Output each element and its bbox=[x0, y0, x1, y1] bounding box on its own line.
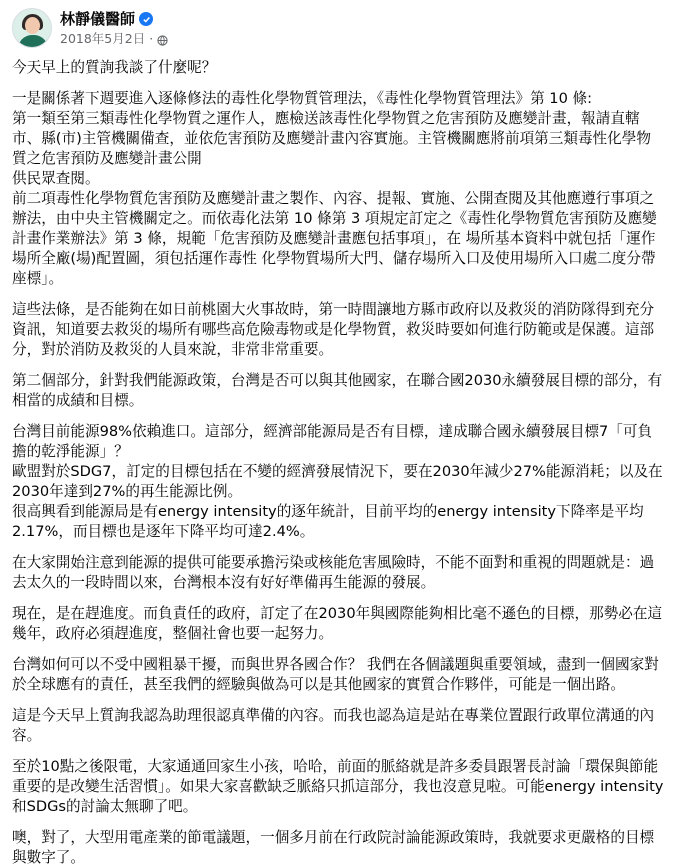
post-paragraph: 第二個部分，針對我們能源政策，台灣是否可以與其他國家，在聯合國2030永續發展目標的部分，有相當的成績和目標。 bbox=[12, 372, 663, 409]
post-date[interactable]: 2018年5月2日 bbox=[60, 30, 146, 46]
post-paragraph: 現在，是在趕進度。而負責任的政府，訂定了在2030年與國際能夠相比毫不遜色的目標，那勢必在這幾年，政府必須趕進度，整個社會也要一起努力。 bbox=[12, 605, 663, 642]
post-paragraph: 這是今天早上質詢我認為助理很認真準備的內容。而我也認為這是站在專業位置跟行政單位溝通的內容。 bbox=[12, 707, 655, 744]
post-paragraph: 台灣目前能源98%依賴進口。這部分，經濟部能源局是否有目標，達成聯合國永續發展目標7「可負擔的乾淨能源」？ 歐盟對於SDG7，訂定的目標包括在不變的經濟發展情況下，要在2030年減少27%能源消耗；以及在2030年達到27%的再生能源比例。 很高興看到能源局是有energy intensity的逐年統計，目前平均的energy intensity下降率是平均2.17%，而目標也是逐年下降平均可達2.4%。 bbox=[12, 423, 663, 540]
author-avatar[interactable] bbox=[12, 8, 52, 48]
post-meta bbox=[60, 10, 168, 47]
post-paragraph: 一是關係著下週要進入逐條修法的毒性化學物質管理法，《毒性化學物質管理法》第 10 條: 第一類至第三類毒性化學物質之運作人，應檢送該毒性化學物質之危害預防及應變計畫，報請直轄市、縣(市)主管機關備查，並依危害預防及應變計畫內容實施。主管機關應將前項第三類毒性化學物質之危害預防及應變計畫公開 供民眾查閱。 前二項毒性化學物質危害預防及應變計畫之製作、內容、提報、實施、公開查閱及其他應遵行事項之辦法，由中央主管機關定之。而依毒化法第 10 條第 3 項規定訂定之《毒性化學物質危害預防及應變 計畫作業辦法》第 3 條，規範「危害預防及應變計畫應包括事項」，在 場所基本資料中就包括「運作場所全廠(場)配置圖，須包括運作毒性 化學物質場所大門、儲存場所入口及使用場所入口處二度分帶座標」。 bbox=[12, 90, 657, 287]
post-paragraph: 今天早上的質詢我談了什麼呢？ bbox=[12, 59, 217, 76]
post-timestamp-row bbox=[60, 30, 168, 47]
globe-icon[interactable] bbox=[157, 33, 168, 44]
post-paragraph: 至於10點之後限電，大家通通回家生小孩，哈哈，前面的脈絡就是許多委員跟署長討論「環保與節能重要的是改變生活習慣」。如果大家喜歡缺乏脈絡只抓這部分，我也沒意見啦。可能energy intensity和SDGs的討論太無聊了吧。 bbox=[12, 758, 664, 815]
avatar-body bbox=[18, 35, 48, 48]
post-paragraph: 這些法條，是否能夠在如日前桃園大火事故時，第一時間讓地方縣市政府以及救災的消防隊得到充分資訊，知道要去救災的場所有哪些高危險毒物或是化學物質，救災時要如何進行防範或是保護。這部分，對於消防及救災的人員來說，非常非常重要。 bbox=[12, 301, 655, 358]
author-name[interactable]: 林靜儀醫師 bbox=[60, 9, 136, 28]
verified-badge-icon bbox=[139, 12, 153, 26]
post-paragraph: 台灣如何可以不受中國粗暴干擾，而與世界各國合作？ 我們在各個議題與重要領域，盡到一個國家對於全球應有的責任，甚至我們的經驗與做為可以是其他國家的實質合作夥伴，可能是一個出路。 bbox=[12, 656, 659, 693]
post-body bbox=[12, 58, 664, 868]
post-header bbox=[12, 0, 664, 54]
avatar-face bbox=[25, 17, 40, 34]
post-paragraph: 在大家開始注意到能源的提供可能要承擔污染或核能危害風險時，不能不面對和重視的問題就是：過去太久的一段時間以來，台灣根本沒有好好準備再生能源的發展。 bbox=[12, 554, 655, 591]
author-name-row bbox=[60, 10, 168, 29]
separator-dot: · bbox=[149, 30, 154, 46]
post-paragraph: 噢，對了，大型用電產業的節電議題，一個多月前在行政院討論能源政策時，我就要求更嚴格的目標與數字了。 bbox=[12, 829, 655, 866]
